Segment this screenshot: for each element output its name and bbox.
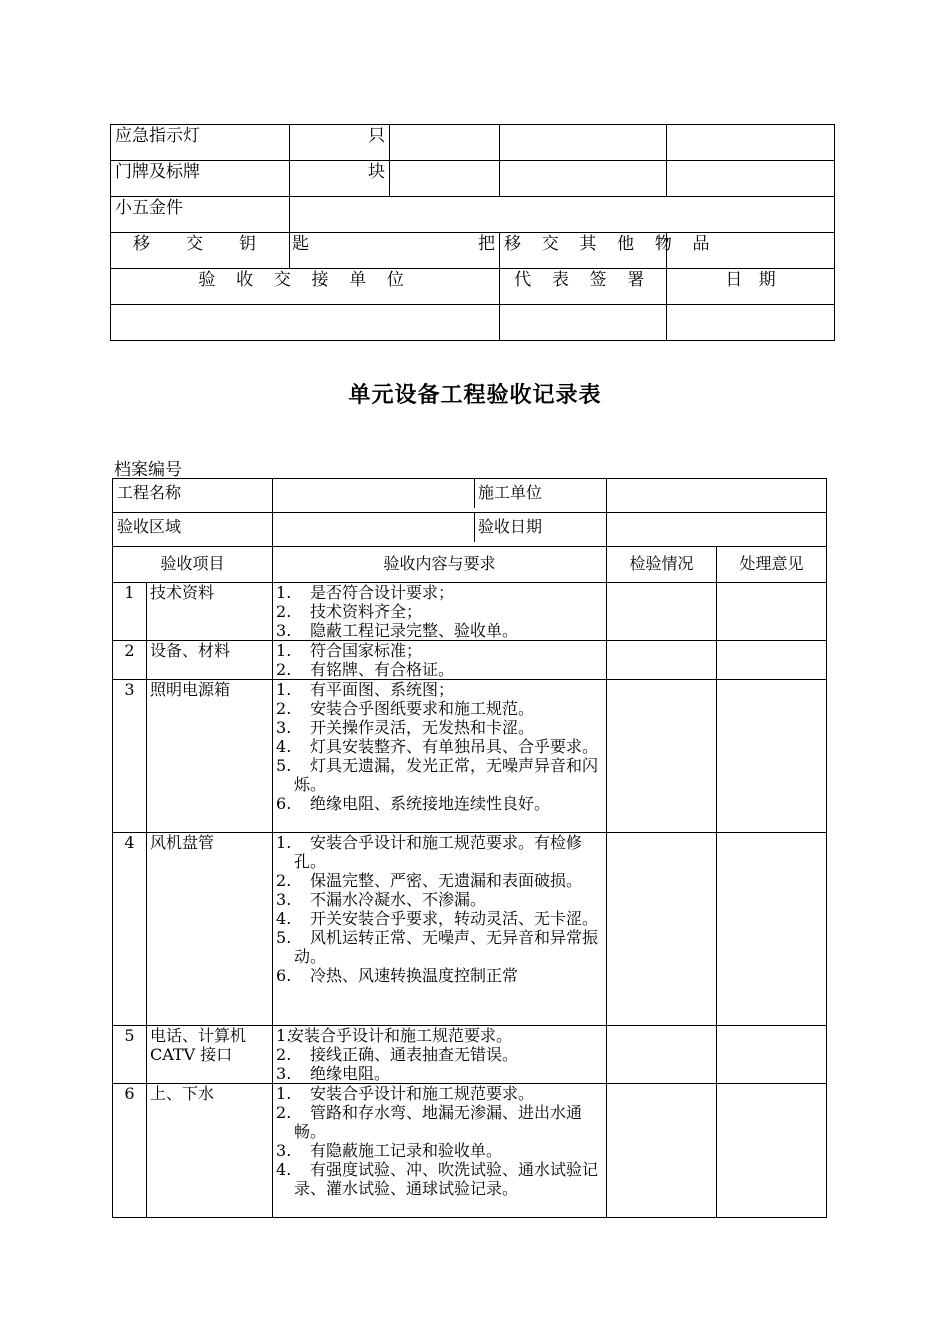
acceptance-rows [113,583,827,1218]
opinion-cell [717,680,827,833]
empty-cell [390,161,500,197]
requirement-number: 1. [276,583,292,602]
date-label: 验收日期 [478,517,543,536]
opinion-cell [717,583,827,641]
requirement-text: 冷热、风速转换温度控制正常 [310,966,519,985]
requirement-number: 1. [276,641,292,660]
unit-label: 块 [290,161,390,197]
requirement-number: 3. [276,621,292,640]
requirement-item [276,756,604,794]
requirement-number: 2. [276,871,292,890]
requirement-item [276,966,604,985]
requirement-item [276,660,604,679]
inspection-cell [607,641,717,680]
other-items-label: 移 交 其 他 物 品 [500,233,667,269]
table-row [113,479,827,513]
inspection-cell [607,1026,717,1084]
row-requirements [273,641,607,680]
keys-unit: 把 [290,233,500,269]
table-row [111,197,835,233]
empty-cell [500,125,667,161]
row-requirements [273,680,607,833]
row-item: 技术资料 [147,583,273,641]
table-row [111,269,835,305]
requirement-item [276,909,604,928]
row-label: 应急指示灯 [111,125,290,161]
requirement-item [276,928,604,966]
empty-cell [500,161,667,197]
col-header-opinion: 处理意见 [717,547,827,583]
row-requirements [273,1084,607,1218]
requirement-text: 有平面图、系统图； [310,680,455,699]
requirement-number: 4. [276,909,292,928]
acceptance-table [112,478,827,1218]
row-item: 上、下水 [147,1084,273,1218]
constructor-label: 施工单位 [478,483,543,502]
requirement-item [276,1160,604,1198]
requirement-number: 4. [276,1160,292,1179]
row-number: 2 [113,641,147,680]
area-field [273,513,607,547]
row-requirements [273,833,607,1026]
row-number: 3 [113,680,147,833]
header-handover-unit: 验 收 交 接 单 位 [111,269,500,305]
handover-table [110,124,835,341]
table-row [113,1084,827,1218]
requirement-text: 安装合乎设计和施工规范要求。有检修孔。 [294,833,583,871]
requirement-number: 2. [276,660,292,679]
opinion-cell [717,1084,827,1218]
constructor-field [607,479,827,513]
requirement-text: 是否符合设计要求； [310,583,455,602]
table-row [111,305,835,341]
requirement-text: 绝缘电阻。 [310,1064,391,1083]
requirement-item [276,583,604,602]
requirement-item [276,833,604,871]
requirement-text: 技术资料齐全； [310,602,423,621]
area-label: 验收区域 [113,513,273,547]
opinion-cell [717,833,827,1026]
requirement-item [276,1141,604,1160]
requirement-item [276,1064,604,1083]
row-number: 4 [113,833,147,1026]
requirement-text: 符合国家标准； [310,641,423,660]
date-field [607,513,827,547]
row-number: 5 [113,1026,147,1084]
opinion-cell [717,641,827,680]
empty-cell [500,305,667,341]
requirement-text: 安装合乎设计和施工规范要求。 [288,1026,513,1045]
opinion-cell [717,1026,827,1084]
requirement-number: 3. [276,718,292,737]
requirement-text: 有隐蔽施工记录和验收单。 [310,1141,503,1160]
requirement-text: 安装合乎图纸要求和施工规范。 [310,699,535,718]
requirement-text: 有铭牌、有合格证。 [310,660,455,679]
requirement-text: 绝缘电阻、系统接地连续性良好。 [310,794,551,813]
row-label: 小五金件 [111,197,290,233]
requirement-item [276,794,604,813]
requirement-text: 安装合乎设计和施工规范要求。 [310,1084,535,1103]
row-item: 设备、材料 [147,641,273,680]
requirement-number: 2. [276,1045,292,1064]
table-row [113,1026,827,1084]
requirement-number: 6. [276,966,292,985]
requirement-number: 5. [276,928,292,947]
requirement-text: 灯具无遗漏，发光正常，无噪声异音和闪烁。 [294,756,599,794]
requirement-item [276,641,604,660]
page-title: 单元设备工程验收记录表 [348,382,602,408]
requirement-text: 开关安装合乎要求，转动灵活、无卡涩。 [310,909,599,928]
row-number: 1 [113,583,147,641]
inspection-cell [607,680,717,833]
table-header-row [113,547,827,583]
file-number-label: 档案编号 [114,460,182,480]
requirement-item [276,621,604,640]
requirement-text: 管路和存水弯、地漏无渗漏、进出水通畅。 [294,1103,583,1141]
table-row [111,161,835,197]
requirement-item [276,890,604,909]
requirement-item [276,1045,604,1064]
requirement-text: 保温完整、严密、无遗漏和表面破损。 [310,871,583,890]
table-row [111,125,835,161]
requirement-item [276,699,604,718]
requirement-number: 1. [276,1084,292,1103]
table-row [113,641,827,680]
requirement-number: 1. [276,1026,292,1045]
inspection-cell [607,833,717,1026]
requirement-text: 有强度试验、冲、吹洗试验、通水试验记录、灌水试验、通球试验记录。 [294,1160,599,1198]
requirement-text: 开关操作灵活，无发热和卡涩。 [310,718,535,737]
requirement-item [276,1084,604,1103]
requirement-number: 2. [276,602,292,621]
requirement-number: 1. [276,833,292,852]
requirement-text: 接线正确、通表抽查无错误。 [310,1045,519,1064]
row-item: 风机盘管 [147,833,273,1026]
empty-cell [667,305,835,341]
table-row [113,833,827,1026]
empty-cell [390,125,500,161]
requirement-number: 4. [276,737,292,756]
requirement-number: 3. [276,1064,292,1083]
row-number: 6 [113,1084,147,1218]
requirement-item [276,602,604,621]
requirement-text: 灯具安装整齐、有单独吊具、合乎要求。 [310,737,599,756]
row-item: 照明电源箱 [147,680,273,833]
header-date: 日 期 [667,269,835,305]
unit-label: 只 [290,125,390,161]
header-signature: 代 表 签 署 [500,269,667,305]
table-row [111,233,835,269]
project-name-field [273,479,607,513]
requirement-item [276,718,604,737]
requirement-number: 1. [276,680,292,699]
col-header-inspection: 检验情况 [607,547,717,583]
col-header-content: 验收内容与要求 [273,547,607,583]
requirement-item [276,1103,604,1141]
row-requirements [273,1026,607,1084]
requirement-item [276,1026,604,1045]
requirement-number: 3. [276,1141,292,1160]
requirement-number: 5. [276,756,292,775]
requirement-number: 2. [276,1103,292,1122]
requirement-text: 不漏水冷凝水、不渗漏。 [310,890,487,909]
requirement-text: 隐蔽工程记录完整、验收单。 [310,621,519,640]
row-label: 门牌及标牌 [111,161,290,197]
table-row [113,513,827,547]
empty-cell [111,305,500,341]
requirement-number: 6. [276,794,292,813]
requirement-item [276,871,604,890]
table-row [113,583,827,641]
project-name-label: 工程名称 [113,479,273,513]
table-row [113,680,827,833]
requirement-text: 风机运转正常、无噪声、无异音和异常振动。 [294,928,599,966]
col-header-item: 验收项目 [113,547,273,583]
requirement-number: 3. [276,890,292,909]
requirement-item [276,737,604,756]
requirement-number: 2. [276,699,292,718]
row-requirements [273,583,607,641]
empty-cell [667,125,835,161]
empty-cell [290,197,835,233]
inspection-cell [607,1084,717,1218]
empty-cell [667,161,835,197]
inspection-cell [607,583,717,641]
keys-label: 移 交 钥 匙 [111,233,290,269]
requirement-item [276,680,604,699]
row-item: 电话、计算机 CATV 接口 [147,1026,273,1084]
